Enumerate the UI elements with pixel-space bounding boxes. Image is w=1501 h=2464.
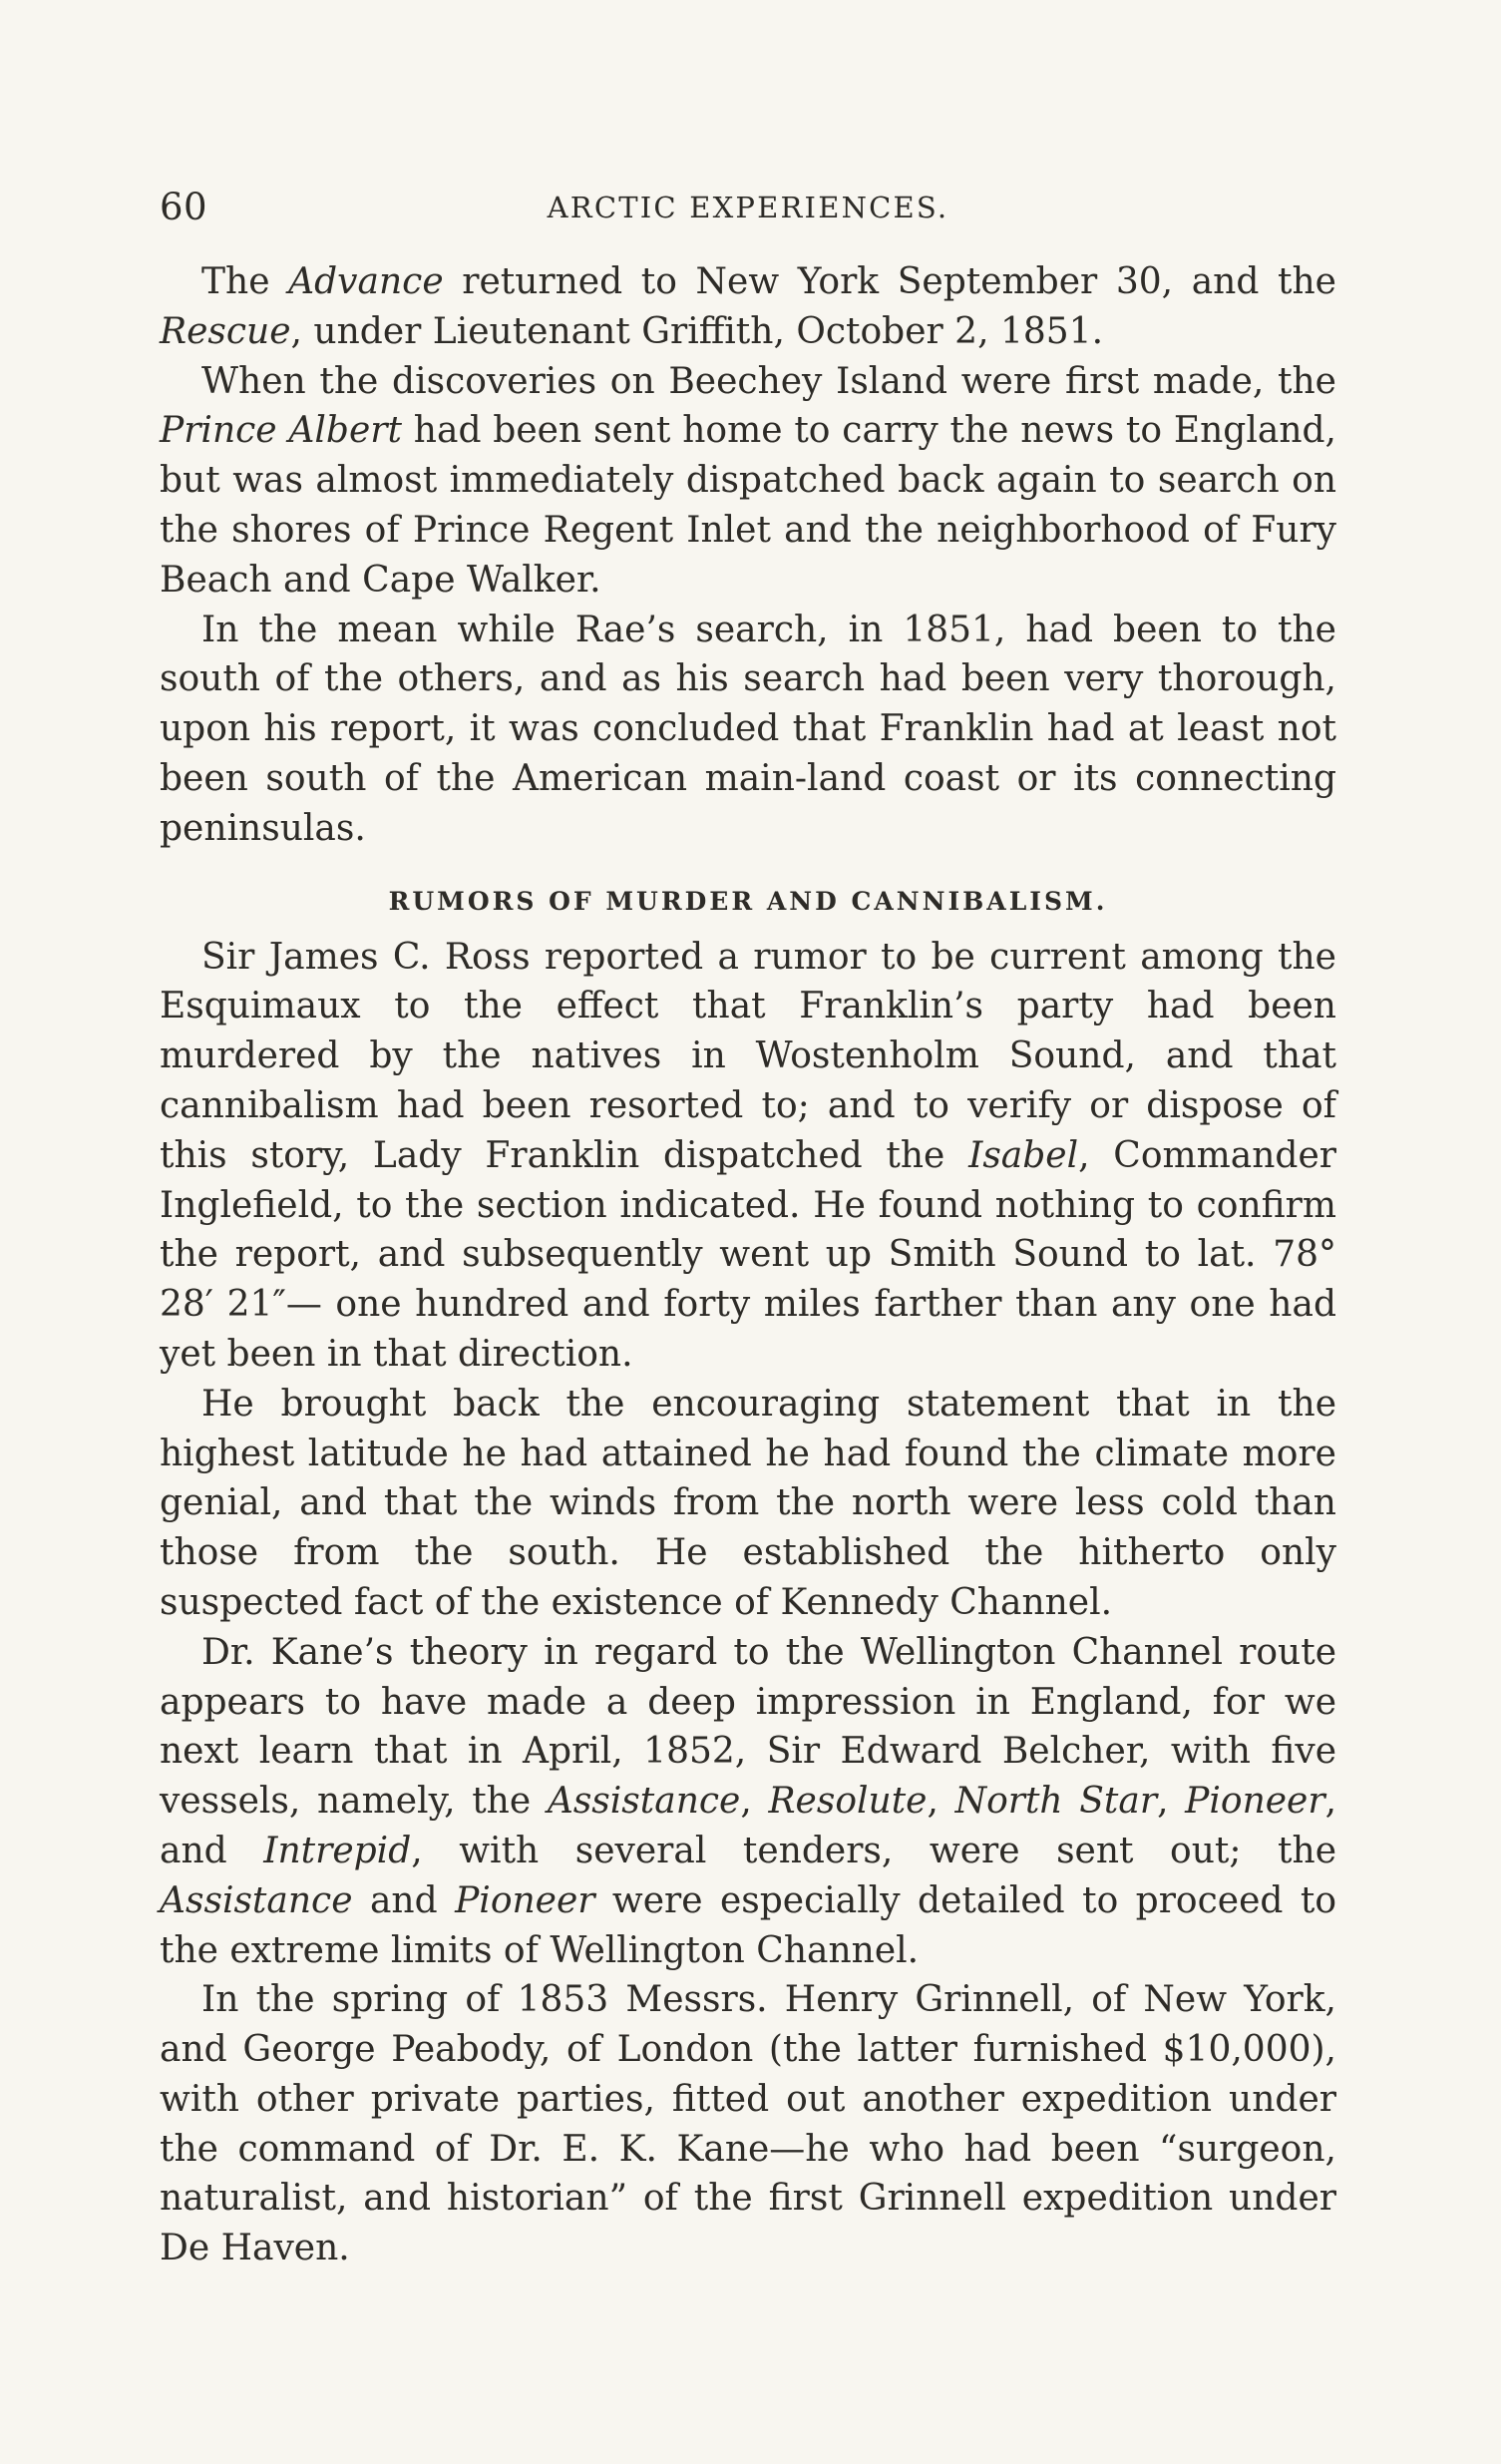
text-run: , xyxy=(740,1781,769,1823)
text-run: , under Lieutenant Griffith, October 2, 1851. xyxy=(290,310,1104,352)
paragraph-kane-expedition xyxy=(160,1975,1336,2273)
paragraph-rae-search xyxy=(160,606,1336,854)
text-run: When the discoveries on Beechey Island were first made, the xyxy=(201,360,1336,402)
paragraph-ross-rumor xyxy=(160,933,1336,1380)
text-run: The xyxy=(201,261,289,302)
paragraph-inglefield-statement xyxy=(160,1380,1336,1628)
text-run: had been sent home to carry the news to England, but was almost immediately dispatched back again to search on the shores of Prince Regent Inlet and the neighborhood of Fury Beach and Cape Walker. xyxy=(160,410,1337,601)
ship-name: North Star xyxy=(954,1781,1158,1823)
text-run: Dr. Kane’s theory in regard to the Wellington Channel route appears to have made a deep impression in England, for we next learn that in April, 1852, Sir Edward Belcher, with five vessels, namely, the xyxy=(160,1631,1336,1823)
paragraph-advance-return xyxy=(160,257,1336,357)
text-run: In the spring of 1853 Messrs. Henry Grinnell, of New York, and George Peabody, of London (the latter furnished $10,000), with other private parties, fitted out another expedition under the command of Dr. E. K. Kane—he who had been “surgeon, naturalist, and historian” of the first Grinnell expedition under De Haven. xyxy=(160,1979,1336,2269)
section-heading: RUMORS OF MURDER AND CANNIBALISM. xyxy=(388,886,1108,916)
ship-name: Prince Albert xyxy=(160,410,402,452)
text-run: returned to New York September 30, and the xyxy=(443,261,1336,302)
ship-name: Assistance xyxy=(547,1781,741,1823)
text-run: , xyxy=(1157,1781,1186,1823)
running-title: ARCTIC EXPERIENCES. xyxy=(547,191,949,224)
ship-name: Pioneer xyxy=(455,1879,595,1921)
body-text xyxy=(160,257,1336,2273)
text-run: Sir James C. Ross reported a rumor to be current among the Esquimaux to the effect that Franklin’s party had been murdered by the natives in Wostenholm Sound, and that cannibalism had been resorted to; and to verify or dispose of this story, Lady Franklin dispatched the xyxy=(160,936,1336,1176)
ship-name: Pioneer xyxy=(1185,1781,1325,1823)
ship-name: Intrepid xyxy=(263,1830,412,1871)
text-run: , with several tenders, were sent out; the xyxy=(411,1830,1337,1871)
text-run: and xyxy=(352,1879,456,1921)
text-run: , xyxy=(927,1781,955,1823)
ship-name: Assistance xyxy=(160,1879,353,1921)
paragraph-belcher-expedition xyxy=(160,1628,1336,1976)
paragraph-prince-albert xyxy=(160,357,1336,606)
ship-name: Advance xyxy=(288,261,444,302)
running-header xyxy=(160,178,1336,237)
text-run: were especially detailed to proceed to the extreme limits of Wellington Channel. xyxy=(160,1879,1336,1971)
text-run: He brought back the encouraging statement that in the highest latitude he had attained he had found the climate more genial, and that the winds from the north were less cold than those from the south. He established the hitherto only suspected fact of the existence of Kennedy Channel. xyxy=(160,1383,1336,1623)
ship-name: Rescue xyxy=(160,310,291,352)
ship-name: Isabel xyxy=(968,1134,1079,1176)
text-run: , and xyxy=(160,1781,1337,1871)
ship-name: Resolute xyxy=(768,1781,928,1823)
text-run: In the mean while Rae’s search, in 1851, had been to the south of the others, and as his search had been very thorough, upon his report, it was concluded that Franklin had at least not been south of the American main-land coast or its connecting peninsulas. xyxy=(160,609,1336,849)
page-number: 60 xyxy=(160,186,208,228)
text-run: , Commander Inglefield, to the section indicated. He found nothing to confirm the report, and subsequently went up Smith Sound to lat. 78° 28′ 21″— one hundred and forty miles farther than any one had yet been in that direction. xyxy=(160,1134,1336,1375)
